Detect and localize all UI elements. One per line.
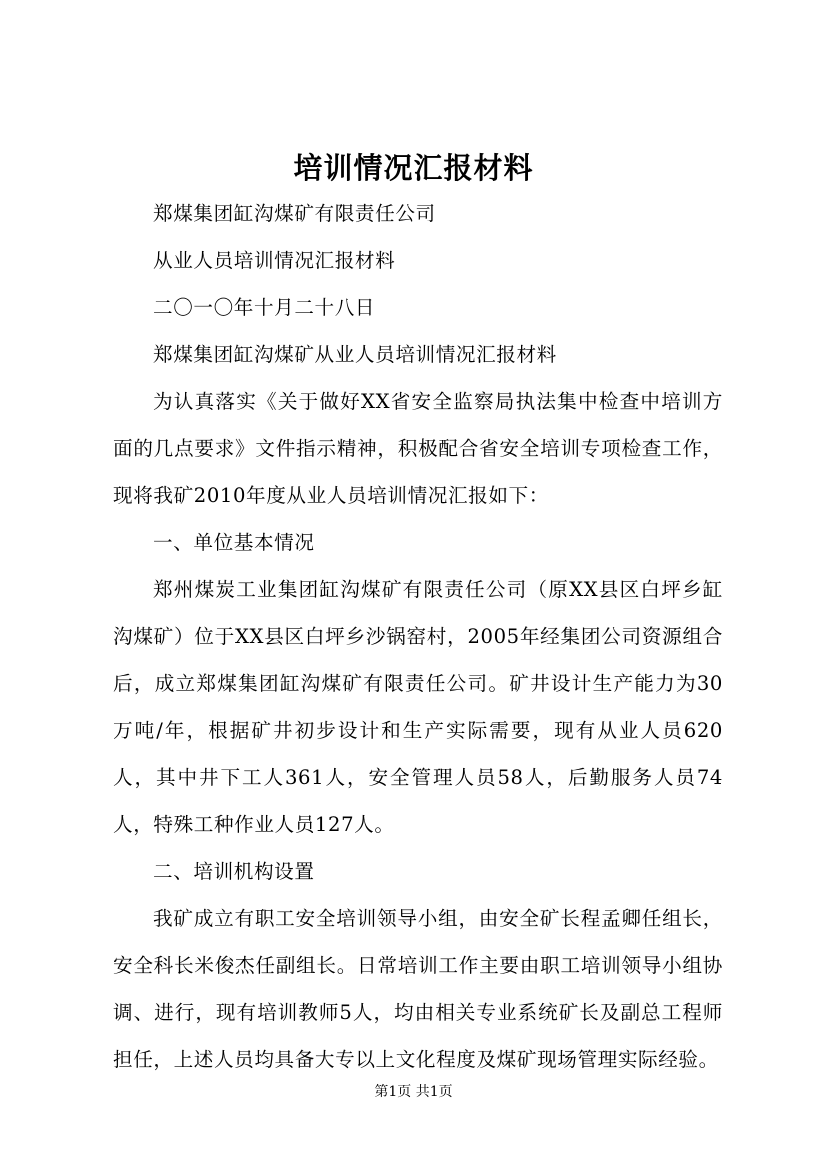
section-2-paragraph: 我矿成立有职工安全培训领导小组，由安全矿长程孟卿任组长，安全科长米俊杰任副组长。日常培训工作主要由职工培训领导小组协调、进行，现有培训教师5人，均由相关专业系统矿长及副总工程师担任，上述人员均具备大专以上文化程度及煤矿现场管理实际经验。 xyxy=(113,907,723,1071)
document-body xyxy=(113,190,723,1083)
intro-paragraph: 为认真落实《关于做好XX省安全监察局执法集中检查中培训方面的几点要求》文件指示精神，积极配合省安全培训专项检查工作，现将我矿2010年度从业人员培训情况汇报如下： xyxy=(113,390,723,507)
section-heading-1: 一、单位基本情况 xyxy=(153,531,315,554)
report-subtitle-line: 从业人员培训情况汇报材料 xyxy=(153,249,396,272)
section-heading-2: 二、培训机构设置 xyxy=(153,860,315,883)
company-name-line: 郑煤集团缸沟煤矿有限责任公司 xyxy=(153,202,436,225)
date-line: 二〇一〇年十月二十八日 xyxy=(153,296,376,319)
report-heading-line: 郑煤集团缸沟煤矿从业人员培训情况汇报材料 xyxy=(153,343,557,366)
page-footer: 第1页 共1页 xyxy=(374,1084,453,1100)
document-title: 培训情况汇报材料 xyxy=(293,151,534,185)
section-1-paragraph: 郑州煤炭工业集团缸沟煤矿有限责任公司（原XX县区白坪乡缸沟煤矿）位于XX县区白坪乡沙锅窑村，2005年经集团公司资源组合后，成立郑煤集团缸沟煤矿有限责任公司。矿井设计生产能力为30万吨/年，根据矿井初步设计和生产实际需要，现有从业人员620人，其中井下工人361人，安全管理人员58人，后勤服务人员74人，特殊工种作业人员127人。 xyxy=(113,578,723,836)
